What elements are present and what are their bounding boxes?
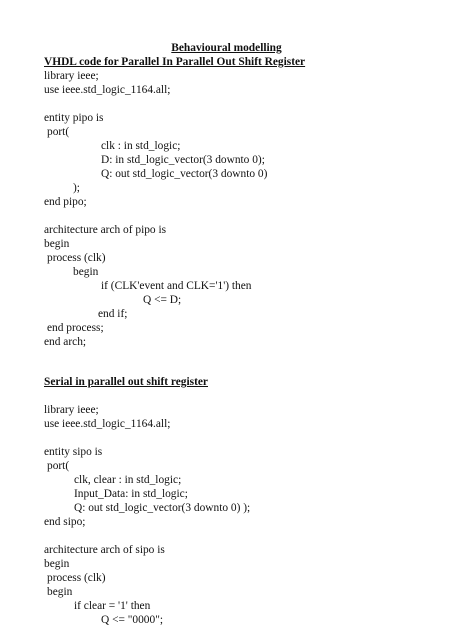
code-line: Input_Data: in std_logic;: [74, 488, 188, 500]
code-line: entity sipo is: [44, 446, 103, 458]
code-line: if clear = '1' then: [74, 600, 151, 612]
code-line: end if;: [98, 308, 128, 320]
code-line: use ieee.std_logic_1164.all;: [44, 418, 171, 430]
code-line: Q: out std_logic_vector(3 downto 0) );: [74, 502, 251, 514]
code-line: process (clk): [47, 252, 106, 264]
code-line: Q <= D;: [143, 294, 182, 306]
document-title: Behavioural modelling: [171, 42, 282, 54]
code-line: architecture arch of sipo is: [44, 544, 165, 556]
code-line: end sipo;: [44, 516, 86, 528]
code-line: entity pipo is: [44, 112, 104, 124]
code-line: Q: out std_logic_vector(3 downto 0): [101, 168, 268, 180]
code-line: if (CLK'event and CLK='1') then: [101, 280, 252, 292]
code-line: end arch;: [44, 336, 87, 348]
code-line: architecture arch of pipo is: [44, 224, 167, 236]
code-line: port(: [47, 126, 70, 138]
section-heading-sipo: Serial in parallel out shift register: [44, 376, 208, 388]
code-line: use ieee.std_logic_1164.all;: [44, 84, 171, 96]
code-line: Q <= "0000";: [101, 614, 164, 626]
code-line: begin: [47, 586, 73, 598]
code-line: library ieee;: [44, 404, 99, 416]
code-line: clk, clear : in std_logic;: [74, 474, 182, 486]
code-line: clk : in std_logic;: [101, 140, 181, 152]
code-line: end process;: [47, 322, 104, 334]
code-line: library ieee;: [44, 70, 99, 82]
code-line: begin: [73, 266, 99, 278]
section-heading-pipo: VHDL code for Parallel In Parallel Out Shift Register: [44, 56, 306, 68]
code-line: port(: [47, 460, 70, 472]
code-line: begin: [44, 558, 70, 570]
code-line: process (clk): [47, 572, 106, 584]
code-line: end pipo;: [44, 196, 87, 208]
code-line: D: in std_logic_vector(3 downto 0);: [101, 154, 265, 166]
code-line: );: [73, 182, 80, 194]
code-line: begin: [44, 238, 70, 250]
